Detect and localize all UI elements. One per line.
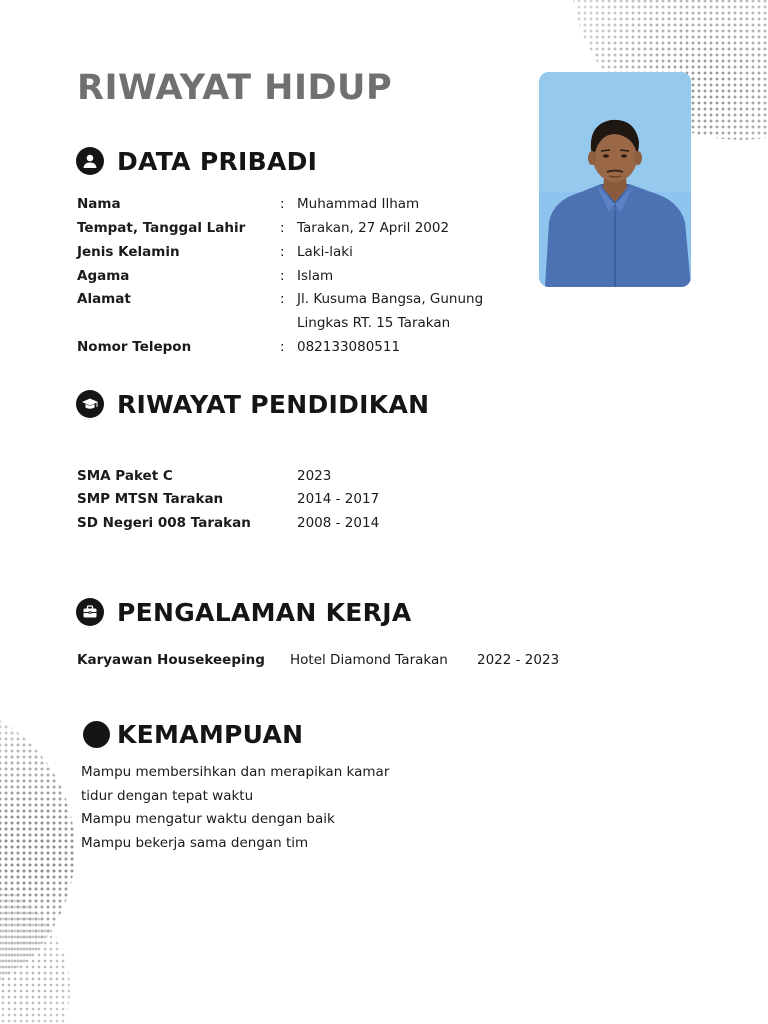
section-header-education	[76, 384, 429, 424]
field-colon: :	[280, 339, 285, 355]
bullet-circle-icon	[83, 721, 110, 748]
field-value-name: Muhammad Ilham	[297, 196, 420, 212]
field-label-address: Alamat	[77, 291, 131, 307]
education-school: SD Negeri 008 Tarakan	[77, 515, 251, 531]
experience-company: Hotel Diamond Tarakan	[290, 652, 448, 668]
field-colon: :	[280, 196, 285, 212]
education-years: 2014 - 2017	[297, 491, 380, 507]
field-value-religion: Islam	[297, 268, 334, 284]
education-years: 2008 - 2014	[297, 515, 380, 531]
field-value-phone: 082133080511	[297, 339, 401, 355]
field-value-birth: Tarakan, 27 April 2002	[297, 220, 450, 236]
section-heading-experience: PENGALAMAN KERJA	[117, 597, 412, 627]
education-school: SMA Paket C	[77, 468, 173, 484]
skill-line: Mampu bekerja sama dengan tim	[81, 835, 309, 851]
field-label-gender: Jenis Kelamin	[77, 244, 180, 260]
field-label-religion: Agama	[77, 268, 130, 284]
field-value-address-line2: Lingkas RT. 15 Tarakan	[297, 315, 451, 331]
skill-line: Mampu membersihkan dan merapikan kamar	[81, 764, 390, 780]
field-label-name: Nama	[77, 196, 121, 212]
section-header-personal	[76, 141, 317, 181]
skill-line: Mampu mengatur waktu dengan baik	[81, 811, 335, 827]
education-years: 2023	[297, 468, 332, 484]
section-heading-education: RIWAYAT PENDIDIKAN	[117, 389, 430, 419]
experience-position: Karyawan Housekeeping	[77, 652, 265, 668]
education-school: SMP MTSN Tarakan	[77, 491, 224, 507]
profile-photo	[539, 72, 691, 287]
user-icon	[76, 147, 104, 175]
section-header-experience	[76, 592, 411, 632]
graduation-cap-icon	[76, 390, 104, 418]
experience-years: 2022 - 2023	[477, 652, 560, 668]
section-header-skills	[76, 714, 303, 754]
section-heading-personal: DATA PRIBADI	[117, 146, 318, 176]
field-colon: :	[280, 268, 285, 284]
field-colon: :	[280, 291, 285, 307]
field-value-address: Jl. Kusuma Bangsa, Gunung	[297, 291, 484, 307]
field-label-phone: Nomor Telepon	[77, 339, 192, 355]
page-title: RIWAYAT HIDUP	[77, 68, 393, 108]
field-value-gender: Laki-laki	[297, 244, 353, 260]
skill-line: tidur dengan tepat waktu	[81, 788, 254, 804]
field-colon: :	[280, 220, 285, 236]
section-heading-skills: KEMAMPUAN	[117, 719, 304, 749]
field-colon: :	[280, 244, 285, 260]
briefcase-icon	[76, 598, 104, 626]
field-label-birth: Tempat, Tanggal Lahir	[77, 220, 246, 236]
